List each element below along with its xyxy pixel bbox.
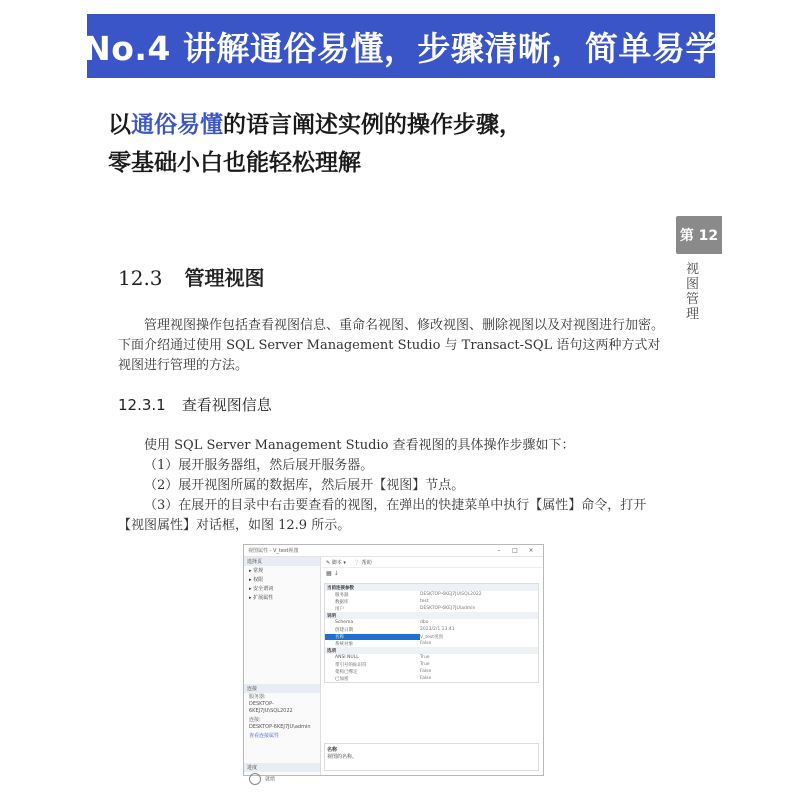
- subsection-intro: 使用 SQL Server Management Studio 查看视图的具体操作步骤如下：: [144, 438, 575, 453]
- property-key: 服务器: [335, 592, 349, 598]
- property-key: 创建日期: [335, 627, 353, 633]
- property-key: 带引号的标识符: [335, 662, 367, 668]
- property-value: V_test视图: [420, 634, 443, 640]
- help-button[interactable]: ❔ 帮助: [353, 559, 372, 566]
- property-key: 用户: [335, 606, 344, 612]
- section-paragraph: 管理视图操作包括查看视图信息、重命名视图、修改视图、删除视图以及对视图进行加密。下面介绍通过使用 SQL Server Management Studio 与 Transact-SQL 语句这两种方式对视图进行管理的方法。: [118, 318, 665, 373]
- property-value: dbo: [420, 620, 429, 625]
- property-value: False: [420, 676, 432, 681]
- connection-value: DESKTOP-6KEJ7JU\admin: [249, 724, 311, 730]
- subsection-number: 12.3.1: [118, 396, 166, 414]
- feature-banner: No.4 讲解通俗易懂，步骤清晰，简单易学: [87, 14, 715, 78]
- page-extended-label: 扩展属性: [253, 595, 274, 601]
- property-category-label: 说明: [327, 613, 336, 619]
- section-number: 12.3: [118, 266, 163, 290]
- intro-line-1: [108, 106, 522, 144]
- page-extended-properties[interactable]: ▸ 扩展属性: [249, 595, 274, 601]
- property-value: True: [420, 662, 430, 667]
- connect-header: 连接: [244, 684, 320, 693]
- chapter-tab: 第 12: [676, 216, 722, 254]
- intro-suffix: 的语言阐述实例的操作步骤，: [223, 112, 522, 138]
- dialog-left-pane: [244, 557, 321, 783]
- page-permissions-label: 权限: [253, 577, 264, 583]
- dialog-right-pane: [322, 557, 543, 775]
- property-key: ANSI NULL: [335, 655, 359, 660]
- progress-status: [244, 772, 320, 786]
- intro-text: [108, 106, 522, 182]
- server-value: DESKTOP-6KEJ7JU\SQL2022: [249, 701, 293, 714]
- property-value: False: [420, 669, 432, 674]
- property-category[interactable]: [325, 612, 538, 619]
- progress-icon: [249, 773, 261, 785]
- description-title: 名称: [327, 747, 338, 753]
- sort-toggle[interactable]: ▦ ↓: [326, 570, 339, 577]
- description-text: 视图的名称。: [327, 754, 358, 760]
- page-general-label: 常规: [253, 568, 264, 574]
- script-label: 脚本: [331, 559, 342, 566]
- view-connection-properties-link[interactable]: 查看连接属性: [249, 733, 280, 739]
- select-page-header: 选择页: [244, 557, 320, 566]
- page-permissions[interactable]: ▸ 权限: [249, 577, 264, 583]
- property-row[interactable]: [325, 640, 538, 647]
- page-security-label: 安全谓词: [253, 586, 274, 592]
- close-button[interactable]: ×: [528, 547, 534, 554]
- property-value: True: [420, 655, 430, 660]
- property-category[interactable]: [325, 584, 538, 591]
- property-key: 架构已绑定: [335, 669, 358, 675]
- dialog-toolbar: [322, 557, 543, 568]
- minimize-button[interactable]: –: [497, 547, 501, 554]
- subsection-title: 查看视图信息: [181, 396, 272, 414]
- property-category-label: 选项: [327, 648, 336, 654]
- property-row[interactable]: [325, 668, 538, 675]
- property-grid: [324, 583, 539, 683]
- property-row[interactable]: [325, 633, 538, 640]
- section-title: 管理视图: [184, 266, 265, 290]
- maximize-button[interactable]: □: [512, 547, 518, 554]
- script-button[interactable]: ✎ 脚本 ▾: [326, 559, 346, 566]
- property-row[interactable]: [325, 626, 538, 633]
- property-row[interactable]: [325, 654, 538, 661]
- dialog-titlebar: [244, 545, 543, 557]
- property-key: 名称: [325, 634, 420, 640]
- subsection-body: [118, 436, 670, 536]
- step-3: （3）在展开的目录中右击要查看的视图，在弹出的快捷菜单中执行【属性】命令，打开【视图属性】对话框，如图 12.9 所示。: [118, 498, 647, 533]
- server-info: [244, 693, 320, 716]
- view-properties-figure: [243, 544, 544, 783]
- intro-highlight: 通俗易懂: [131, 112, 223, 138]
- property-value: test: [420, 599, 429, 604]
- dialog-title: 视图属性 - V_test视图: [248, 548, 299, 554]
- server-label: 服务器:: [249, 694, 266, 700]
- property-key: 已加密: [335, 676, 349, 682]
- progress-status-text: 就绪: [265, 776, 276, 783]
- property-row[interactable]: [325, 675, 538, 682]
- property-row[interactable]: [325, 591, 538, 598]
- intro-prefix: 以: [108, 112, 131, 138]
- property-value: 2023/2/1 13:41: [420, 627, 455, 632]
- subsection-heading: [118, 394, 272, 415]
- connection-info: [244, 716, 320, 732]
- page-general[interactable]: ▸ 常规: [249, 568, 264, 574]
- property-category-label: 当前连接参数: [327, 585, 354, 591]
- step-2: （2）展开视图所属的数据库，然后展开【视图】节点。: [144, 478, 465, 493]
- property-value: DESKTOP-6KEJ7JU\admin: [420, 606, 476, 611]
- property-value: False: [420, 641, 432, 646]
- property-row[interactable]: [325, 605, 538, 612]
- property-key: 系统对象: [335, 641, 353, 647]
- property-category[interactable]: [325, 647, 538, 654]
- page-security-predicates[interactable]: ▸ 安全谓词: [249, 586, 274, 592]
- help-label: 帮助: [361, 559, 372, 566]
- property-row[interactable]: [325, 661, 538, 668]
- property-row[interactable]: [325, 619, 538, 626]
- property-key: 数据库: [335, 599, 349, 605]
- property-value: DESKTOP-6KEJ7JU\SQL2022: [420, 592, 482, 597]
- property-description: [324, 743, 539, 771]
- chapter-side-title: 视图管理: [686, 262, 700, 322]
- connection-label: 连接:: [249, 717, 261, 723]
- progress-header: 进度: [244, 763, 320, 772]
- property-key: Schema: [335, 620, 354, 625]
- step-1: （1）展开服务器组，然后展开服务器。: [144, 458, 374, 473]
- intro-line-2: 零基础小白也能轻松理解: [108, 150, 361, 176]
- property-row[interactable]: [325, 598, 538, 605]
- section-heading: [118, 262, 265, 291]
